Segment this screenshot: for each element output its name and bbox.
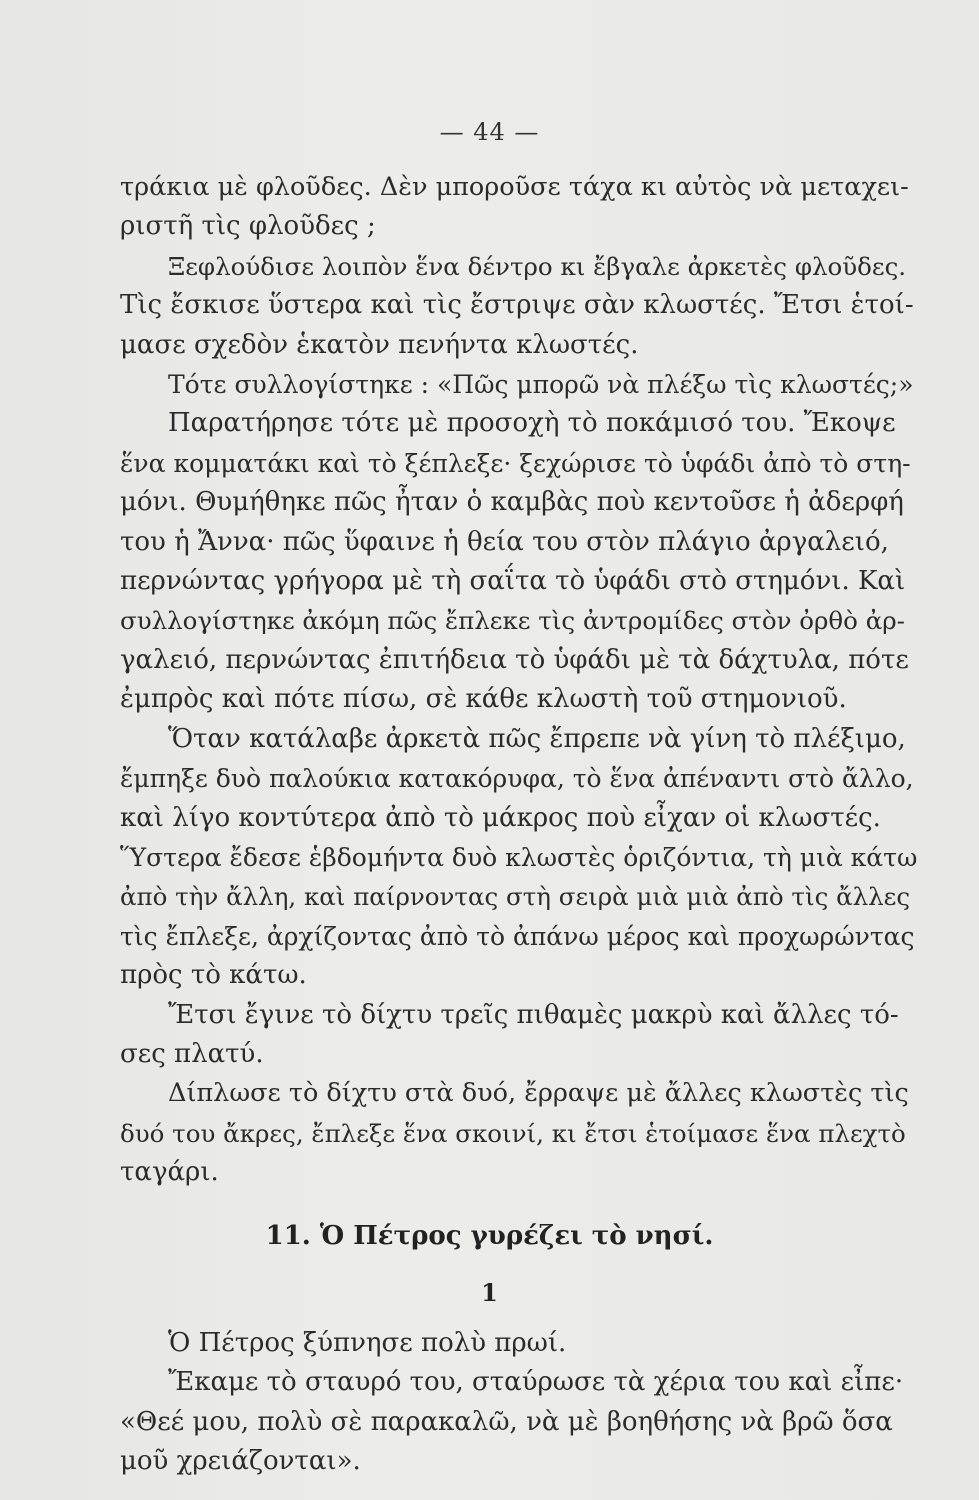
- text-line: «Θεέ μου, πολὺ σὲ παρακαλῶ, νὰ μὲ βοηθήσης νὰ βρῶ ὅσα: [120, 1406, 893, 1437]
- text-line: του ἡ Ἄννα· πῶς ὕφαινε ἡ θεία του στὸν πλάγιο ἀργαλειό,: [120, 526, 889, 557]
- text-line: Ὕστερα ἔδεσε ἑβδομήντα δυὸ κλωστὲς ὁριζόντια, τὴ μιὰ κάτω: [120, 842, 918, 872]
- text-line: Ἔτσι ἔγινε τὸ δίχτυ τρεῖς πιθαμὲς μακρὺ καὶ ἄλλες τό-: [168, 999, 899, 1030]
- text-line: ταγάρι.: [120, 1157, 219, 1188]
- body-text: [120, 168, 920, 1193]
- text-line: ἕνα κομματάκι καὶ τὸ ξέπλεξε· ξεχώρισε τὸ ὑφάδι ἀπὸ τὸ στη-: [120, 448, 911, 478]
- text-line: Τότε συλλογίστηκε : «Πῶς μπορῶ νὰ πλέξω τὶς κλωστές;»: [168, 370, 914, 400]
- text-line: περνώντας γρήγορα μὲ τὴ σαΐτα τὸ ὑφάδι στὸ στημόνι. Καὶ: [120, 566, 906, 597]
- text-line: πρὸς τὸ κάτω.: [120, 960, 307, 991]
- text-line: ἔμπηξε δυὸ παλούκια κατακόρυφα, τὸ ἕνα ἀπέναντι στὸ ἄλλο,: [120, 764, 914, 794]
- text-line: καὶ λίγο κοντύτερα ἀπὸ τὸ μάκρος ποὺ εἶχαν οἱ κλωστές.: [120, 802, 881, 833]
- text-line: συλλογίστηκε ἀκόμη πῶς ἔπλεκε τὶς ἀντρομίδες στὸν ὀρθὸ ἀρ-: [120, 606, 905, 636]
- text-line: μοῦ χρειάζονται».: [120, 1446, 361, 1477]
- text-line: σες πλατύ.: [120, 1038, 264, 1069]
- text-line: ἐμπρὸς καὶ πότε πίσω, σὲ κάθε κλωστὴ τοῦ στημονιοῦ.: [120, 684, 847, 715]
- text-line: μόνι. Θυμήθηκε πῶς ἦταν ὁ καμβὰς ποὺ κεντοῦσε ἡ ἀδερφή: [120, 487, 904, 518]
- text-line: Ὁ Πέτρος ξύπνησε πολὺ πρωί.: [168, 1328, 567, 1358]
- text-line: Παρατήρησε τότε μὲ προσοχὴ τὸ ποκάμισό του. Ἔκοψε: [168, 408, 896, 439]
- section-body-text: [120, 1324, 920, 1482]
- text-line: ριστῆ τὶς φλοῦδες ;: [120, 211, 376, 242]
- text-line: Δίπλωσε τὸ δίχτυ στὰ δυό, ἔρραψε μὲ ἄλλες κλωστὲς τὶς: [168, 1078, 909, 1109]
- text-line: Τὶς ἔσκισε ὕστερα καὶ τὶς ἔστριψε σὰν κλωστές. Ἔτσι ἑτοί-: [120, 290, 914, 321]
- text-line: τράκια μὲ φλοῦδες. Δὲν μποροῦσε τάχα κι αὐτὸς νὰ μεταχει-: [120, 172, 909, 202]
- text-line: γαλειό, περνώντας ἐπιτήδεια τὸ ὑφάδι μὲ τὰ δάχτυλα, πότε: [120, 644, 909, 675]
- text-line: μασε σχεδὸν ἑκατὸν πενήντα κλωστές.: [120, 329, 639, 360]
- section-number: 1: [481, 1278, 498, 1307]
- page-number: — 44 —: [439, 118, 540, 146]
- text-line: Ξεφλούδισε λοιπὸν ἕνα δέντρο κι ἔβγαλε ἀρκετὲς φλοῦδες.: [168, 251, 907, 281]
- section-heading: 11. Ὁ Πέτρος γυρέζει τὸ νησί.: [265, 1221, 714, 1251]
- text-line: Ἔκαμε τὸ σταυρό του, σταύρωσε τὰ χέρια του καὶ εἶπε·: [168, 1367, 904, 1398]
- text-line: δυό του ἄκρες, ἔπλεξε ἕνα σκοινί, κι ἔτσι ἑτοίμασε ἕνα πλεχτὸ: [120, 1118, 906, 1148]
- text-line: ἀπὸ τὴν ἄλλη, καὶ παίρνοντας στὴ σειρὰ μιὰ μιὰ ἀπὸ τὶς ἄλλες: [120, 882, 911, 912]
- text-line: Ὅταν κατάλαβε ἀρκετὰ πῶς ἔπρεπε νὰ γίνη τὸ πλέξιμο,: [168, 723, 906, 754]
- text-line: τὶς ἔπλεξε, ἀρχίζοντας ἀπὸ τὸ ἀπάνω μέρος καὶ προχωρώντας: [120, 921, 915, 951]
